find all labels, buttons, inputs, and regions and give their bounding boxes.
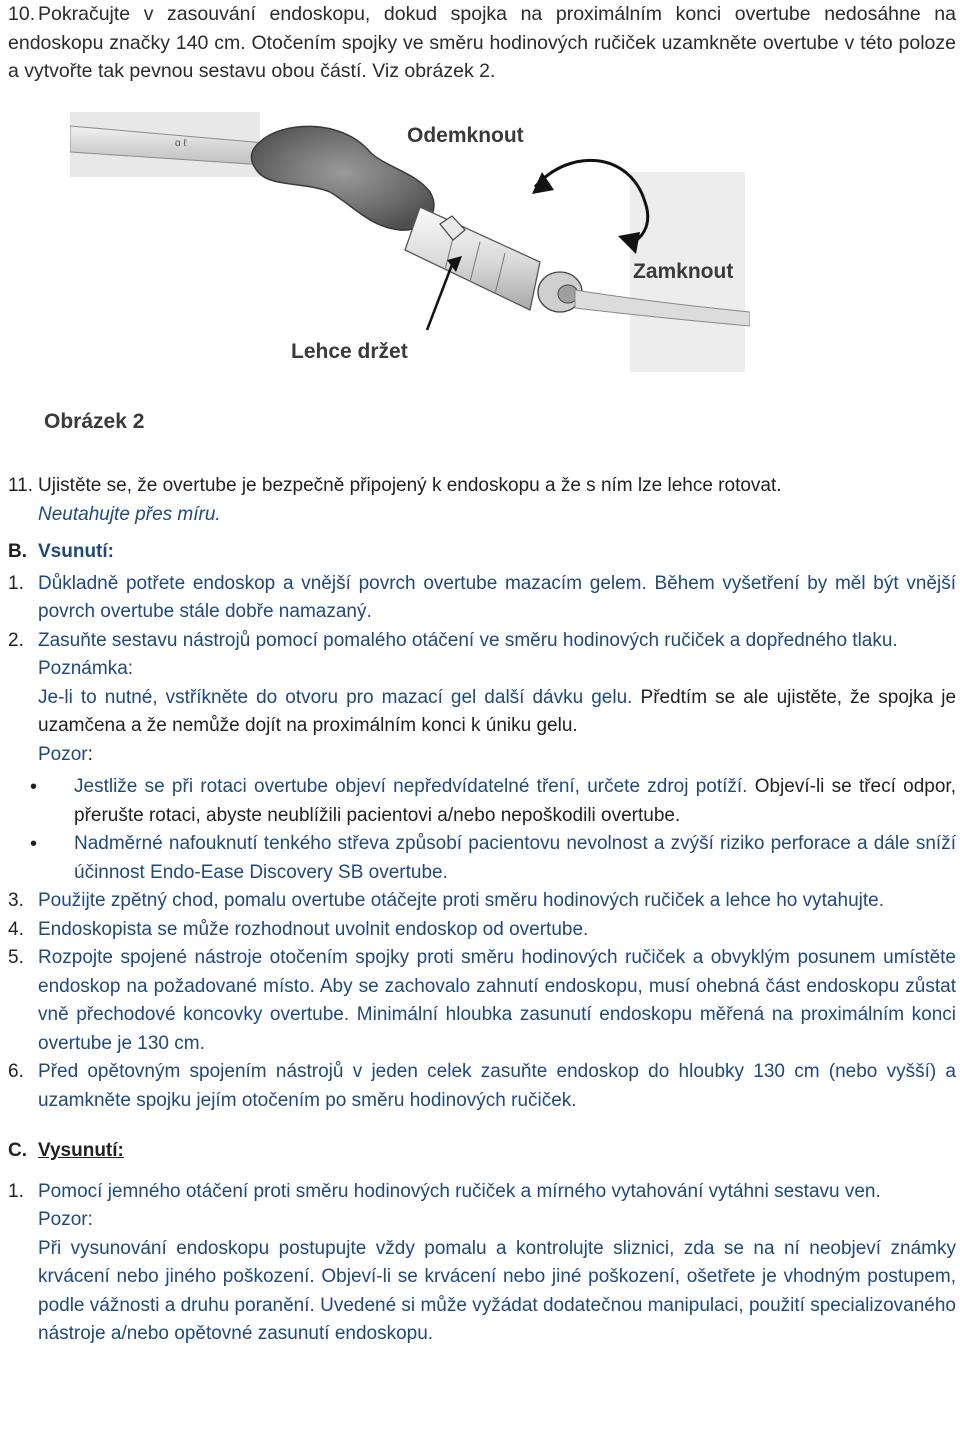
arrow-head [532, 172, 554, 194]
label-lock: Zamknout [633, 260, 734, 283]
bullet-text: Jestliže se při rotaci overtube objeví nepředvídatelné tření, určete zdroj potíží. [74, 776, 748, 797]
note-label: Poznámka: [38, 658, 134, 679]
caution-text-c: Uvedené si může vyžádat dodatečnou manipulaci, použití specializovaného nástroje a/nebo opětovné zasunutí endoskopu. [38, 1294, 956, 1344]
step-number: 6. [8, 1061, 24, 1082]
caution-bullet [8, 773, 956, 830]
step-b2 [8, 627, 956, 656]
figure-caption: Obrázek 2 [44, 410, 145, 433]
caution-text-b: Objeví-li se krvácení nebo jiné poškození, ošetřete je vhodným postupem, podle vážnosti a druhu poranění. [38, 1266, 957, 1316]
step-text: Ujistěte se, že overtube je bezpečně připojený k endoskopu a že s ním lze lehce rotovat. [38, 475, 782, 496]
section-title: Vsunutí: [38, 541, 114, 562]
step-b1 [8, 570, 956, 627]
document-body [8, 472, 956, 1349]
caution-label: Pozor [38, 743, 88, 765]
step-text: Použijte zpětný chod, pomalu overtube otáčejte proti směru hodinových ručiček a lehce ho vytahujte. [38, 890, 884, 911]
section-b-heading [8, 538, 956, 567]
note-text [8, 684, 956, 741]
step-number: 3. [8, 890, 24, 911]
step-11 [8, 472, 956, 501]
step-text: Důkladně potřete endoskop a vnější povrch overtube mazacím gelem. [38, 572, 647, 594]
section-letter: B. [8, 541, 27, 562]
section-c-heading [8, 1137, 956, 1166]
step-text: Rozpojte spojené nástroje otočením spojky proti směru hodinových ručiček a obvyklým posunem umístěte endoskop na požadované místo. [38, 947, 956, 997]
step-text: Zasuňte sestavu nástrojů pomocí pomalého otáčení ve směru hodinových ručiček a dopředného tlaku. [38, 629, 898, 651]
step-number: 11. [8, 475, 34, 496]
section-title: Vysunutí: [38, 1140, 124, 1161]
intro-paragraph [8, 0, 956, 86]
bullet-icon: • [30, 833, 38, 855]
pointer-line [427, 262, 453, 330]
bullet-text: Nadměrné nafouknutí tenkého střeva způsobí pacientovu nevolnost a zvýší riziko perforace a dále sníží účinnost Endo-Ease Discovery SB overtube. [74, 833, 956, 883]
caution-text-a: Při vysunování endoskopu postupujte vždy pomalu a kontrolujte sliznici, zda se na ní neobjeví známky krvácení nebo jiného poškození. [38, 1237, 956, 1287]
intro-text: Pokračujte v zasouvání endoskopu, dokud spojka na proximálním konci overtube nedosáhne na endoskopu značky 140 cm. Otočením spojky ve směru hodinových ručiček uzamkněte overtube v této poloze a vytvořte tak pevnou sestavu obou částí. Viz obrázek 2. [8, 3, 956, 82]
step-b4 [8, 916, 956, 945]
device-marking: ɑ ℓ [175, 138, 187, 149]
note-text-b: Předtím se ale ujistěte, že spojka je uzamčena a že nemůže dojít na proximálním konci k úniku gelu. [38, 686, 957, 736]
step-b3 [8, 887, 956, 916]
label-unlock: Odemknout [407, 124, 524, 147]
step-number: 1. [8, 1180, 24, 1202]
figure-2 [70, 112, 750, 382]
step-number: 5. [8, 947, 24, 968]
step-c1 [8, 1178, 956, 1207]
step-11-note: Neutahujte přes míru. [38, 503, 221, 525]
caution-colon: : [87, 743, 93, 765]
step-text: Minimální hloubka zasunutí endoskopu měřená na proximálním konci overtube je 130 cm. [38, 1004, 957, 1054]
caution-bullet [8, 830, 956, 887]
caution-heading [8, 741, 956, 770]
step-number: 10. [8, 3, 36, 25]
step-text: Před opětovným spojením nástrojů v jeden celek zasuňte endoskop do hloubky 130 cm (nebo vyšší) a uzamkněte spojku jejím otočením po směru hodinových ručiček. [38, 1061, 956, 1111]
bullet-text: Objeví-li se třecí odpor, přerušte rotaci, abyste neublížili pacientovi a/nebo nepoškodili overtube. [74, 776, 956, 826]
caution-label: Pozor: [38, 1209, 93, 1230]
coupler [405, 207, 540, 310]
step-number: 4. [8, 918, 24, 940]
label-hold: Lehce držet [291, 340, 408, 363]
step-text: Aby se zachovalo zahnutí endoskopu, musí ohebná část endoskopu zůstat vně přechodové koncovky overtube. [38, 975, 956, 1025]
caution-text [8, 1235, 956, 1349]
step-b6 [8, 1058, 956, 1115]
step-text: Během vyšetření by měl být vnější povrch overtube stále dobře namazaný. [38, 572, 957, 622]
step-text: Pomocí jemného otáčení proti směru hodinových ručiček a mírného vytahování vytáhni sestavu ven. [38, 1180, 881, 1202]
overtube-illustration [70, 112, 750, 382]
section-letter: C. [8, 1140, 27, 1161]
step-number: 1. [8, 572, 24, 594]
note-text-a: Je-li to nutné, vstříkněte do otvoru pro mazací gel další dávku gelu. [38, 686, 633, 708]
bullet-icon: • [30, 776, 38, 798]
step-text: Endoskopista se může rozhodnout uvolnit endoskop od overtube. [38, 918, 589, 940]
step-number: 2. [8, 629, 24, 651]
step-b5 [8, 944, 956, 1058]
